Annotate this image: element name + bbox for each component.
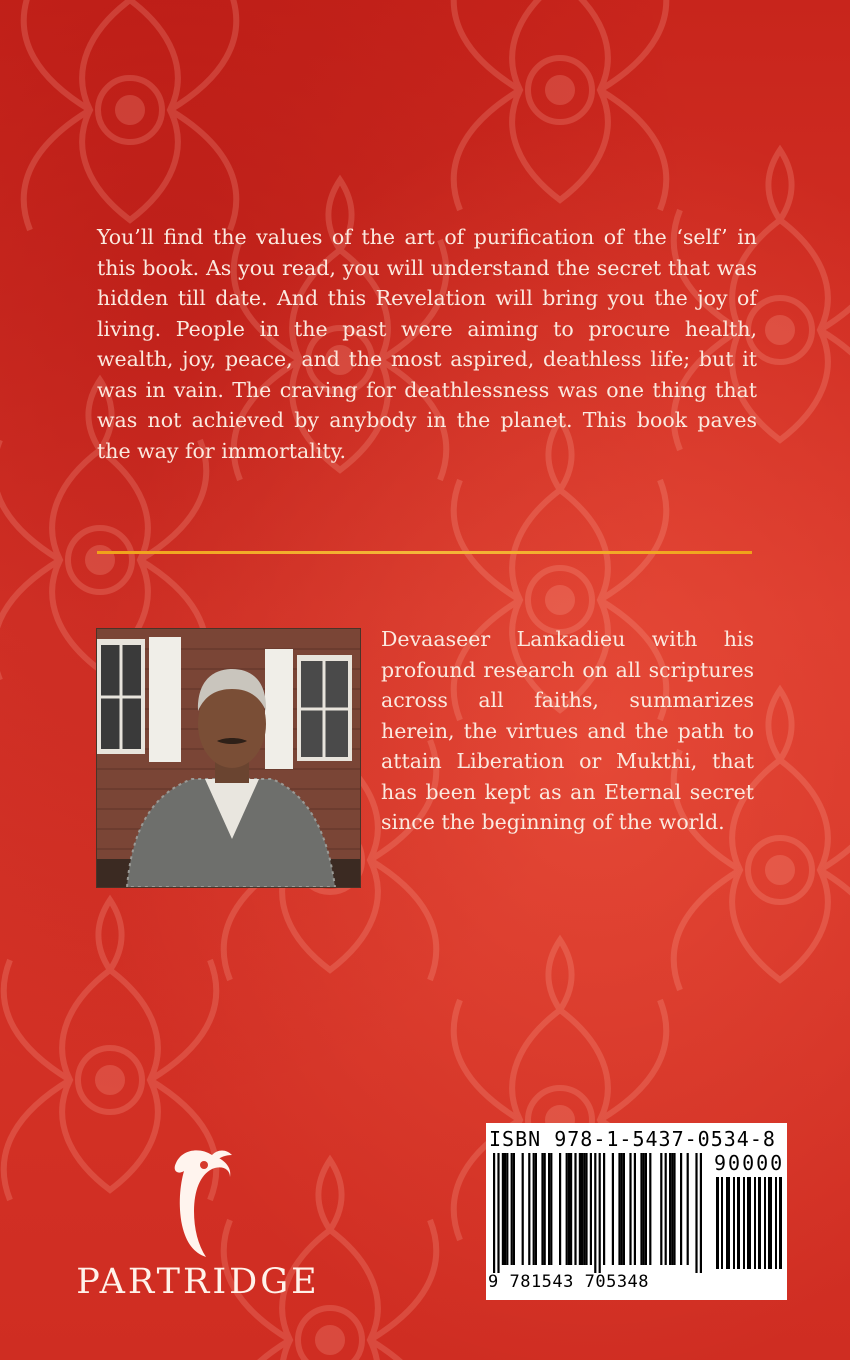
barcode-bar (640, 1153, 642, 1265)
barcode-bar (497, 1153, 499, 1273)
barcode-bar (541, 1153, 543, 1265)
barcode-bar (687, 1153, 689, 1265)
barcode-bar (504, 1153, 506, 1265)
barcode-bar (511, 1153, 513, 1265)
barcode-bar (645, 1153, 647, 1265)
barcode-bar (574, 1153, 576, 1265)
barcode-bar (665, 1153, 667, 1265)
barcode-bar (603, 1153, 605, 1265)
author-photo (96, 628, 361, 888)
barcode-bar (535, 1153, 537, 1265)
publisher-name: PARTRIDGE (76, 1262, 320, 1302)
partridge-bird-icon (160, 1145, 235, 1260)
barcode-bar (669, 1153, 671, 1265)
ean-digits: 9 781543 705348 (488, 1272, 650, 1292)
barcode-bar (618, 1153, 620, 1265)
barcode-bar (544, 1153, 546, 1265)
barcode-bar (673, 1153, 675, 1265)
author-portrait (97, 629, 360, 887)
barcode-bar (623, 1153, 625, 1265)
price-barcode (716, 1177, 784, 1269)
barcode-bar (599, 1153, 601, 1273)
isbn-text: ISBN 978-1-5437-0534-8 (489, 1127, 776, 1151)
barcode-bar (590, 1153, 592, 1265)
barcode-bar (621, 1153, 623, 1265)
barcode-bar (568, 1153, 570, 1265)
barcode-bar (585, 1153, 587, 1265)
barcode-bar (583, 1153, 585, 1265)
barcode-bar (550, 1153, 552, 1265)
barcode-label (486, 1123, 787, 1300)
barcode-bar (533, 1153, 535, 1265)
barcode-bar (612, 1153, 614, 1265)
barcode-bar (643, 1153, 645, 1265)
barcode-bar (660, 1153, 662, 1265)
barcode-bar (513, 1153, 515, 1265)
barcode-bar (629, 1153, 631, 1265)
back-cover-blurb: You’ll find the values of the art of purification of the ‘self’ in this book. As you read, you will understand the secret that was hidden till date. And this Revelation will bring you the joy of living. People in the past were aiming to procure health, wealth, joy, peace, and the most aspired, deathless life; but it was in vain. The craving for deathlessness was one thing that was not achieved by anybody in the planet. This book paves the way for immortality. (97, 225, 757, 463)
barcode-bar (634, 1153, 636, 1265)
barcode-bar (559, 1153, 561, 1265)
barcode-bar (493, 1153, 495, 1273)
barcode-bar (671, 1153, 673, 1265)
barcode-bar (522, 1153, 524, 1265)
barcode-bar (528, 1153, 530, 1265)
price-code: 90000 (714, 1151, 785, 1175)
author-bio: Devaaseer Lankadieu with his profound research on all scriptures across all faiths, summarizes herein, the virtues and the path to attain Liberation or Mukthi, that has been kept as an Eternal secret since the beginning of the world. (381, 627, 754, 834)
barcode-bar (579, 1153, 581, 1265)
barcode-bar (581, 1153, 583, 1265)
barcode-bar (700, 1153, 702, 1273)
barcode-bar (506, 1153, 508, 1265)
barcode-bar (649, 1153, 651, 1265)
barcode-bar (680, 1153, 682, 1265)
barcode-bar (594, 1153, 596, 1273)
ean-barcode (493, 1153, 713, 1273)
barcode-bar (502, 1153, 504, 1265)
barcode-bar (570, 1153, 572, 1265)
barcode-bar (548, 1153, 550, 1265)
barcode-bar (566, 1153, 568, 1265)
section-divider (97, 551, 752, 554)
barcode-bar (695, 1153, 697, 1273)
